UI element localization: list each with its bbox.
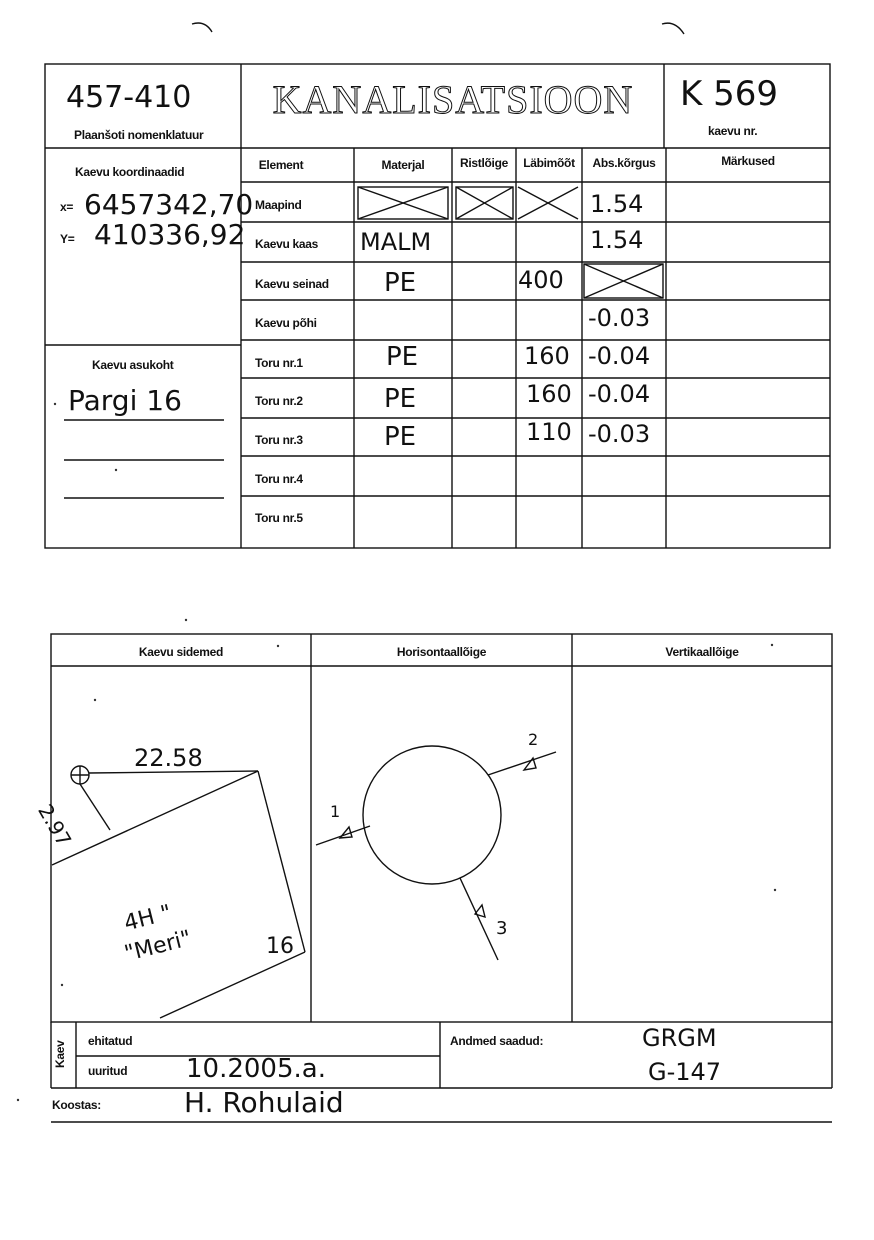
data-source-label: Andmed saadud: bbox=[450, 1034, 544, 1048]
x-coordinate: 6457342,70 bbox=[84, 188, 254, 221]
surveyed-label: uuritud bbox=[88, 1064, 128, 1078]
author-label: Koostas: bbox=[52, 1098, 101, 1112]
table-row-diameter: 160 bbox=[524, 342, 570, 370]
col-header-height: Abs.kõrgus bbox=[592, 156, 656, 170]
surveyed-date: 10.2005.a. bbox=[186, 1054, 326, 1084]
table-row-material: PE bbox=[386, 342, 419, 372]
table-row-element: Toru nr.2 bbox=[255, 394, 303, 408]
sketch-col-horizontal: Horisontaallõige bbox=[396, 645, 487, 659]
col-header-material: Materjal bbox=[381, 158, 425, 172]
table-row-height: -0.03 bbox=[588, 420, 651, 448]
y-coordinate: 410336,92 bbox=[94, 218, 246, 251]
well-label: kaevu nr. bbox=[708, 124, 758, 138]
table-row-material: MALM bbox=[360, 228, 432, 256]
well-code: K 569 bbox=[680, 74, 778, 114]
table-row-element: Toru nr.5 bbox=[255, 511, 303, 525]
table-row-height: -0.04 bbox=[588, 380, 651, 408]
table-row-diameter: 110 bbox=[526, 418, 572, 446]
col-header-diameter: Läbimõõt bbox=[523, 156, 575, 170]
pipe-label-2: 2 bbox=[528, 730, 539, 749]
col-header-notes: Märkused bbox=[721, 154, 775, 168]
table-row-material: PE bbox=[384, 384, 417, 414]
built-label: ehitatud bbox=[88, 1034, 133, 1048]
x-prefix: x= bbox=[60, 200, 74, 214]
table-row-element: Maapind bbox=[255, 198, 302, 212]
data-source-code: G-147 bbox=[648, 1058, 722, 1086]
table-row-element: Kaevu kaas bbox=[255, 237, 319, 251]
building-label: 4H " bbox=[121, 900, 174, 937]
building-number: 16 bbox=[266, 934, 294, 959]
table-row-element: Toru nr.1 bbox=[255, 356, 303, 370]
col-header-section: Ristlõige bbox=[460, 156, 508, 170]
building-name: "Meri" bbox=[121, 926, 194, 967]
sketch-col-connections: Kaevu sidemed bbox=[138, 645, 224, 659]
well-side-label: Kaev bbox=[53, 1040, 67, 1068]
plan-label: Plaanšoti nomenklatuur bbox=[74, 128, 204, 142]
table-row-height: -0.04 bbox=[588, 342, 651, 370]
coordinates-label: Kaevu koordinaadid bbox=[75, 165, 185, 179]
table-row-height: 1.54 bbox=[590, 190, 644, 218]
table-row-material: PE bbox=[384, 422, 417, 452]
plan-code: 457-410 bbox=[66, 80, 192, 115]
data-source-org: GRGM bbox=[642, 1024, 717, 1052]
author-name: H. Rohulaid bbox=[184, 1086, 344, 1119]
pipe-label-3: 3 bbox=[496, 918, 508, 939]
table-row-element: Toru nr.4 bbox=[255, 472, 303, 486]
location-value: Pargi 16 bbox=[68, 384, 182, 417]
table-row-element: Toru nr.3 bbox=[255, 433, 303, 447]
table-row-diameter: 160 bbox=[526, 380, 572, 408]
pipe-label-1: 1 bbox=[330, 802, 341, 821]
y-prefix: Y= bbox=[60, 232, 75, 246]
table-row-element: Kaevu põhi bbox=[255, 316, 317, 330]
sketch-col-vertical: Vertikaallõige bbox=[665, 645, 739, 659]
page-title: KANALISATSIOON bbox=[272, 77, 634, 122]
location-label: Kaevu asukoht bbox=[92, 358, 174, 372]
table-row-material: PE bbox=[384, 268, 417, 298]
dimension-side: 2.97 bbox=[33, 800, 77, 851]
col-header-element: Element bbox=[258, 158, 304, 172]
table-row-height: 1.54 bbox=[590, 226, 644, 254]
dimension-top: 22.58 bbox=[134, 744, 203, 772]
table-row-element: Kaevu seinad bbox=[255, 277, 329, 291]
table-row-height: -0.03 bbox=[588, 304, 651, 332]
table-row-diameter: 400 bbox=[518, 266, 564, 294]
